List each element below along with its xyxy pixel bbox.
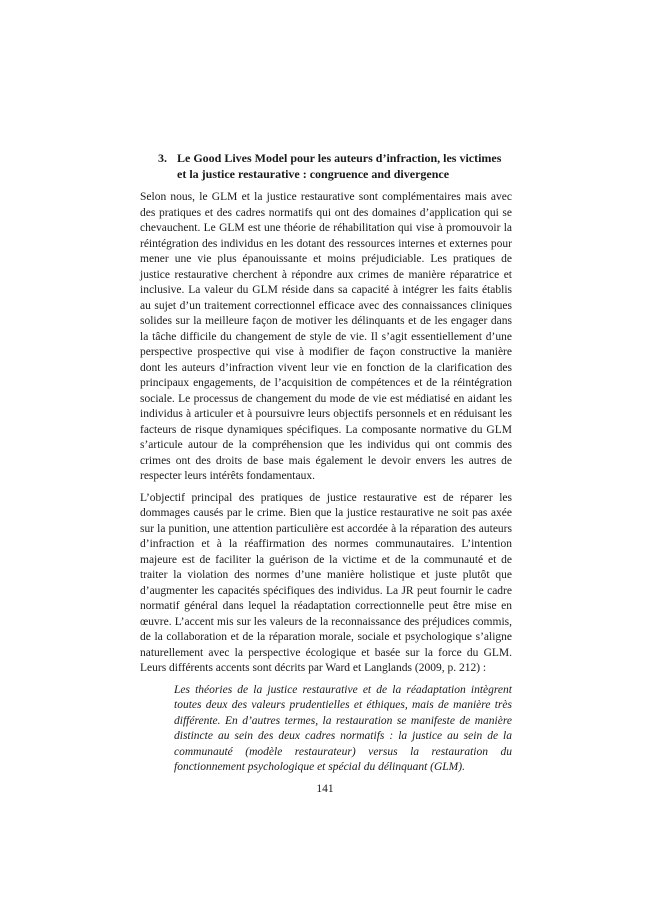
section-number: 3. (158, 151, 167, 165)
section-title: Le Good Lives Model pour les auteurs d’infraction, les victimes et la justice restaurative : congruence and divergence (177, 151, 502, 181)
body-paragraph-2: L’objectif principal des pratiques de justice restaurative est de réparer les dommages causés par le crime. Bien que la justice restaurative ne soit pas axée sur la punition, une attention particulière est accordée à la réparation des auteurs d’infraction et à la réaffirmation des normes communautaires. L’intention majeure est de faciliter la guérison de la victime et de la communauté et de traiter la violation des normes d’une manière holistique et juste plutôt que d’augmenter les capacités spécifiques des individus. La JR peut fournir le cadre normatif général dans lequel la réadaptation correctionnelle peut être mise en œuvre. L’accent mis sur les valeurs de la reconnaissance des préjudices commis, de la collaboration et de la réparation morale, sociale et psychologique s’aligne naturellement avec la perspective écologique et basée sur la force du GLM. Leurs différents accents sont décrits par Ward et Langlands (2009, p. 212) : (140, 491, 512, 674)
section-heading (140, 150, 512, 182)
body-paragraph-1: Selon nous, le GLM et la justice restaurative sont complémentaires mais avec des pratiques et des cadres normatifs qui ont des domaines d’application qui se chevauchent. Le GLM est une théorie de réhabilitation qui vise à promouvoir la réintégration des individus en les dotant des ressources internes et externes pour mener une vie plus épanouissante et moins préjudiciable. Les pratiques de justice restaurative cherchent à répondre aux crimes de manière réparatrice et inclusive. La valeur du GLM réside dans sa capacité à intégrer les faits établis au sujet d’un traitement correctionnel efficace avec des connaissances cliniques solides sur la meilleure façon de motiver les délinquants et de les engager dans la tâche difficile du changement de style de vie. Il s’agit essentiellement d’une perspective prospective qui vise à modifier de façon constructive la manière dont les auteurs d’infraction vivent leur vie en fonction de la clarification des principaux engagements, de l’acquisition de compétences et de la réintégration sociale. Le processus de changement du mode de vie est médiatisé en aidant les individus à articuler et à poursuivre leurs objectifs personnels et en réduisant les facteurs de risque dynamiques spécifiques. La composante normative du GLM s’articule autour de la compréhension que les individus qui ont commis des crimes ont des droits de base mais également le devoir envers les autres de respecter leurs intérêts fondamentaux. (140, 191, 512, 482)
text-column (140, 150, 512, 776)
page-number: 141 (316, 783, 334, 795)
block-quote: Les théories de la justice restaurative et de la réadaptation intègrent toutes deux des valeurs prudentielles et éthiques, mais de manière très différente. En d’autres termes, la restauration se manifeste de manière distincte au sein des deux cadres normatifs : la justice au sein de la communauté (modèle restaurateur) versus la restauration du fonctionnement psychologique et spécial du délinquant (GLM). (174, 683, 512, 773)
